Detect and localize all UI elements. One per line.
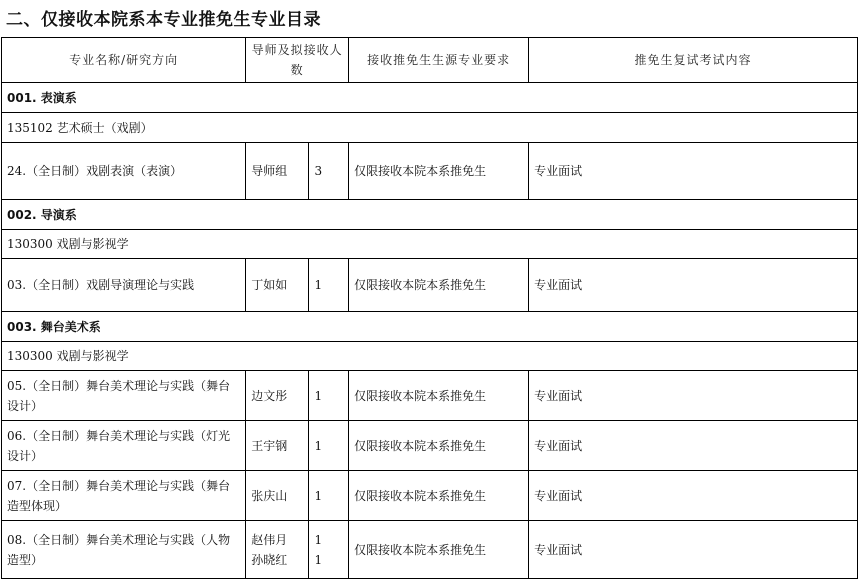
- header-tutors: 导师及拟接收人数: [246, 38, 349, 83]
- department-name: 001. 表演系: [2, 83, 858, 113]
- exam-cell: 专业面试: [529, 471, 858, 521]
- table-row: [2, 521, 858, 579]
- count-cell: 1: [309, 259, 349, 312]
- count-cell: 3: [309, 143, 349, 200]
- tutor-cell: 丁如如: [246, 259, 309, 312]
- count-cell: 1: [309, 371, 349, 421]
- major-name: 130300 戏剧与影视学: [2, 342, 858, 371]
- major-row: [2, 230, 858, 259]
- exam-cell: 专业面试: [529, 521, 858, 579]
- tutor-cell: 张庆山: [246, 471, 309, 521]
- department-row: [2, 312, 858, 342]
- table-row: [2, 421, 858, 471]
- direction-cell: 06.（全日制）舞台美术理论与实践（灯光设计）: [2, 421, 246, 471]
- tutor-cell: 边文彤: [246, 371, 309, 421]
- count-value: 1: [314, 552, 323, 567]
- tutor-cell: 导师组: [246, 143, 309, 200]
- catalog-table: [1, 37, 858, 579]
- direction-cell: 24.（全日制）戏剧表演（表演）: [2, 143, 246, 200]
- major-row: [2, 342, 858, 371]
- tutor-name: 孙晓红: [251, 552, 288, 567]
- table-row: [2, 371, 858, 421]
- header-requirement: 接收推免生生源专业要求: [349, 38, 529, 83]
- requirement-cell: 仅限接收本院本系推免生: [349, 143, 529, 200]
- tutor-cell: 王宇钢: [246, 421, 309, 471]
- direction-cell: 03.（全日制）戏剧导演理论与实践: [2, 259, 246, 312]
- exam-cell: 专业面试: [529, 143, 858, 200]
- exam-cell: 专业面试: [529, 371, 858, 421]
- requirement-cell: 仅限接收本院本系推免生: [349, 521, 529, 579]
- count-cell: 1: [309, 421, 349, 471]
- tutor-cell: [246, 521, 309, 579]
- count-cell: [309, 521, 349, 579]
- table-row: [2, 143, 858, 200]
- direction-cell: 05.（全日制）舞台美术理论与实践（舞台设计）: [2, 371, 246, 421]
- exam-cell: 专业面试: [529, 421, 858, 471]
- direction-cell: 08.（全日制）舞台美术理论与实践（人物造型）: [2, 521, 246, 579]
- header-direction: 专业名称/研究方向: [2, 38, 246, 83]
- table-row: [2, 259, 858, 312]
- department-row: [2, 83, 858, 113]
- department-name: 002. 导演系: [2, 200, 858, 230]
- header-exam: 推免生复试考试内容: [529, 38, 858, 83]
- tutor-name: 赵伟月: [251, 532, 288, 547]
- major-name: 135102 艺术硕士（戏剧）: [2, 113, 858, 143]
- requirement-cell: 仅限接收本院本系推免生: [349, 471, 529, 521]
- major-name: 130300 戏剧与影视学: [2, 230, 858, 259]
- major-row: [2, 113, 858, 143]
- table-row: [2, 471, 858, 521]
- direction-cell: 07.（全日制）舞台美术理论与实践（舞台造型体现）: [2, 471, 246, 521]
- page-title: 二、仅接收本院系本专业推免生专业目录: [6, 10, 321, 30]
- requirement-cell: 仅限接收本院本系推免生: [349, 371, 529, 421]
- department-row: [2, 200, 858, 230]
- exam-cell: 专业面试: [529, 259, 858, 312]
- department-name: 003. 舞台美术系: [2, 312, 858, 342]
- header-row: [2, 38, 858, 83]
- count-value: 1: [314, 532, 323, 547]
- requirement-cell: 仅限接收本院本系推免生: [349, 421, 529, 471]
- count-cell: 1: [309, 471, 349, 521]
- requirement-cell: 仅限接收本院本系推免生: [349, 259, 529, 312]
